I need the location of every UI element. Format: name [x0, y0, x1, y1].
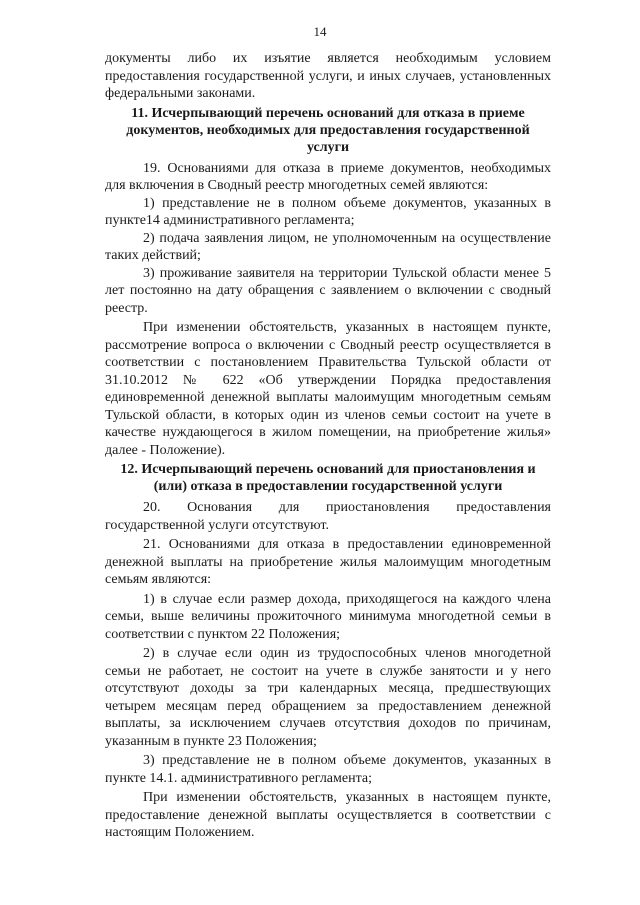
paragraph-21-item-1: 1) в случае если размер дохода, приходящегося на каждого члена семьи, выше величины прожиточного минимума многодетной семьи в соответствии с пунктом 22 Положения; — [105, 591, 551, 642]
page-number: 14 — [313, 24, 327, 39]
paragraph-19-item-1: 1) представление не в полном объеме документов, указанных в пункте14 административного регламента; — [105, 195, 551, 228]
document-body — [105, 50, 551, 842]
paragraph-19-item-3: 3) проживание заявителя на территории Тульской области менее 5 лет постоянно на дату обращения с заявлением о включении с сводный реестр. — [105, 265, 551, 316]
paragraph-19: 19. Основаниями для отказа в приеме документов, необходимых для включения в Сводный реестр многодетных семей являются: — [105, 160, 551, 193]
paragraph-19-note: При изменении обстоятельств, указанных в настоящем пункте, рассмотрение вопроса о включении с Сводный реестр осуществляется в соответствии с постановлением Правительства Тульской области от 31.10.2012 № 622 «Об утверждении Порядка предоставления единовременной денежной выплаты малоимущим многодетным семьям Тульской области, в которых один из членов семьи состоит на учете в качестве нуждающегося в жилом помещении, на приобретение жилья» далее - Положение). — [105, 320, 551, 458]
paragraph-continuation: документы либо их изъятие является необходимым условием предоставления государственной услуги, и иных случаев, установленных федеральными законами. — [105, 51, 551, 101]
paragraph-21-item-2: 2) в случае если один из трудоспособных членов многодетной семьи не работает, не состоит на учете в службе занятости и у него отсутствуют доходы за три календарных месяца, предшествующих четырем месяцам перед обращением за предоставлением денежной выплаты, за исключением случаев отсутствия доходов по причинам, указанным в пункте 23 Положения; — [105, 646, 551, 749]
section-heading-11: 11. Исчерпывающий перечень оснований для отказа в приеме документов, необходимых для предоставления государственной услуги — [126, 105, 530, 155]
section-heading-12: 12. Исчерпывающий перечень оснований для приостановления и (или) отказа в предоставлении государственной услуги — [120, 462, 536, 494]
paragraph-20: 20. Основания для приостановления предоставления государственной услуги отсутствуют. — [105, 500, 551, 533]
paragraph-21-note: При изменении обстоятельств, указанных в настоящем пункте, предоставление денежной выплаты осуществляется в соответствии с настоящим Положением. — [105, 790, 551, 840]
paragraph-21-item-3: 3) представление не в полном объеме документов, указанных в пункте 14.1. административного регламента; — [105, 753, 551, 786]
paragraph-19-item-2: 2) подача заявления лицом, не уполномоченным на осуществление таких действий; — [105, 230, 551, 263]
paragraph-21: 21. Основаниями для отказа в предоставлении единовременной денежной выплаты на приобретение жилья малоимущим многодетным семьям являются: — [105, 537, 551, 587]
